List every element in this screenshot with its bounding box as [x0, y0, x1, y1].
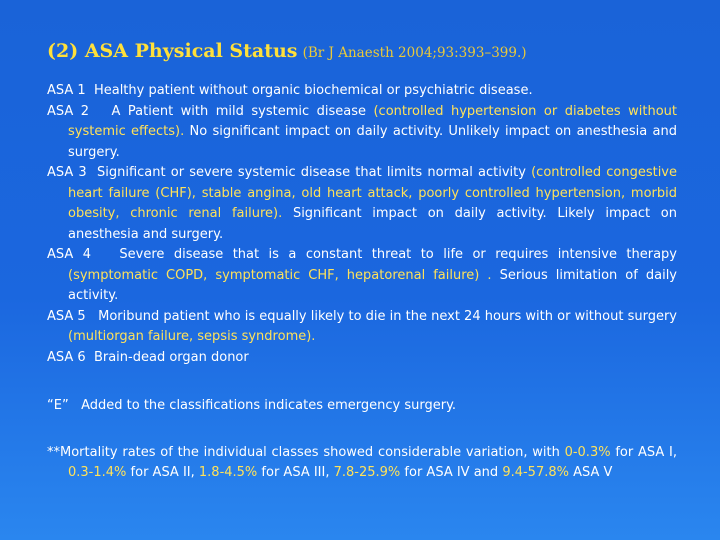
- asa-class-6: [47, 348, 677, 369]
- asa-impact: Serious limitation of daily activity.: [68, 267, 677, 303]
- mortality-rate-asa-5: 9.4-57.8%: [502, 465, 569, 480]
- asa-label: ASA 5: [47, 308, 86, 324]
- title-reference: (Br J Anaesth 2004;93:393–399.): [302, 45, 527, 61]
- mortality-rate-asa-4: 7.8-25.9%: [333, 465, 401, 480]
- asa-label: ASA 6: [47, 349, 86, 365]
- title-main: (2) ASA Physical Status: [47, 40, 298, 62]
- asa-examples: (controlled congestive heart failure (CHF), stable angina, old heart attack, poorly controlled hypertension, morbid obesity, chronic renal failure).: [68, 165, 678, 221]
- emergency-text: Added to the classifications indicates emergency surgery.: [81, 398, 457, 413]
- asa-class-3: [47, 163, 677, 245]
- asa-class-5: [47, 307, 677, 348]
- asa-description: Healthy patient without organic biochemical or psychiatric disease.: [93, 83, 533, 98]
- asa-description: Severe disease that is a constant threat to life or requires intensive therapy: [119, 247, 678, 262]
- mortality-rate-asa-3: 1.8-4.5%: [198, 465, 258, 480]
- asa-label: ASA 4: [47, 247, 92, 262]
- emergency-note: [47, 396, 677, 417]
- slide-body: [47, 81, 677, 484]
- mortality-note: [47, 443, 677, 484]
- asa-class-4: [47, 245, 677, 307]
- mortality-text: for ASA II,: [126, 465, 199, 480]
- mortality-text: for ASA III,: [257, 465, 334, 480]
- mortality-rate-asa-1: 0-0.3%: [564, 444, 611, 460]
- asa-description: Significant or severe systemic disease that limits normal activity: [97, 165, 526, 180]
- asa-impact: Significant impact on daily activity. Likely impact on anesthesia and surgery.: [68, 206, 677, 242]
- emergency-label: “E”: [47, 398, 69, 413]
- asa-examples: (controlled hypertension or diabetes without systemic effects).: [68, 103, 678, 139]
- asa-description: A Patient with mild systemic disease: [111, 103, 366, 119]
- asa-class-2: [47, 102, 677, 164]
- mortality-text: for ASA I,: [610, 444, 677, 460]
- asa-label: ASA 1: [47, 83, 86, 98]
- asa-class-1: [47, 81, 677, 102]
- asa-label: ASA 2: [47, 103, 90, 119]
- asa-examples: (symptomatic COPD, symptomatic CHF, hepatorenal failure) .: [68, 267, 492, 283]
- mortality-text: **Mortality rates of the individual classes showed considerable variation, with: [47, 444, 565, 460]
- mortality-text: ASA V: [568, 465, 613, 480]
- asa-description: Brain-dead organ donor: [93, 349, 249, 365]
- asa-label: ASA 3: [47, 165, 87, 180]
- asa-examples: (multiorgan failure, sepsis syndrome).: [68, 329, 316, 344]
- mortality-rate-asa-2: 0.3-1.4%: [68, 465, 127, 480]
- asa-impact: No significant impact on daily activity. Unlikely impact on anesthesia and surgery.: [68, 124, 677, 160]
- asa-description: Moribund patient who is equally likely to die in the next 24 hours with or without surgery: [98, 308, 677, 324]
- slide-title: [47, 40, 527, 62]
- mortality-text: for ASA IV and: [400, 465, 503, 480]
